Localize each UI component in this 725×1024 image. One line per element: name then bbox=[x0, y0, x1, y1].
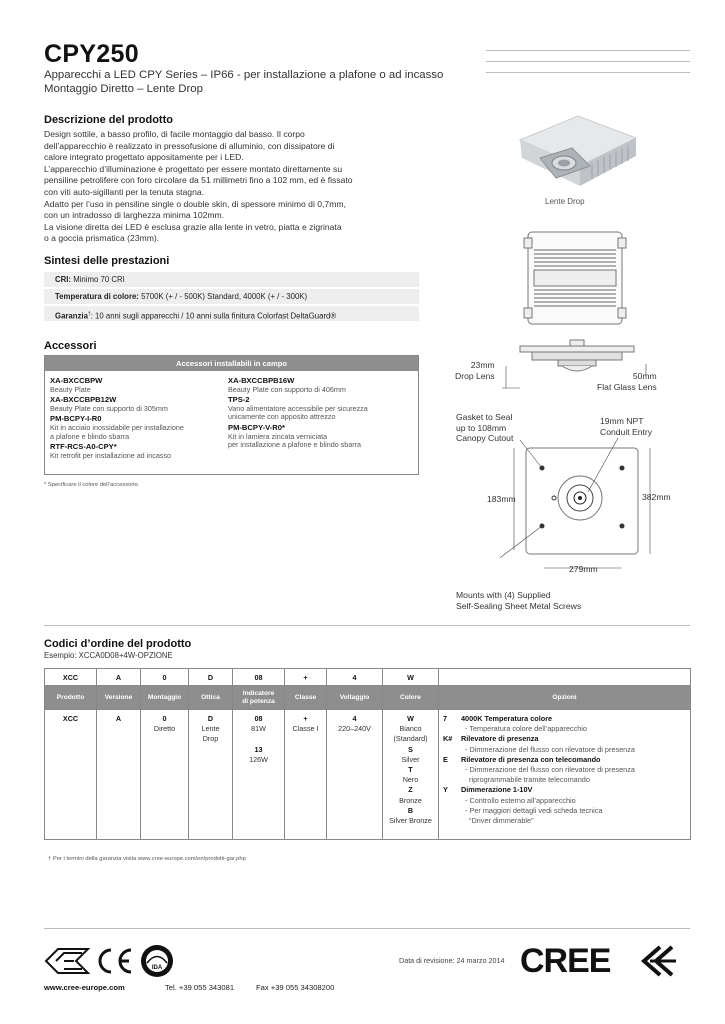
accessory-item: PM-BCPY-V-R0* Kit in lamiera zincata verniciata per installazione a plafone e blindo sbarra bbox=[228, 422, 362, 450]
perf-row-cri: CRI: Minimo 70 CRI bbox=[44, 272, 419, 288]
accessory-item: XA-BXCCBPW Beauty Plate bbox=[50, 376, 103, 394]
header-rule-lines bbox=[486, 50, 690, 83]
ida-seal-text: IDA bbox=[151, 965, 163, 971]
product-photo bbox=[500, 108, 650, 198]
accessory-item: XA-BXCCBPB16W Beauty Plate con supporto di 406mm bbox=[228, 376, 346, 394]
accessory-item: TPS-2 Vano alimentatore accessibile per sicurezza unicamente con apposito attrezzo bbox=[228, 395, 368, 422]
product-title: CPY250 bbox=[44, 40, 139, 68]
col-montaggio: 0 Diretto bbox=[141, 710, 189, 840]
col-classe: + Classe I bbox=[285, 710, 327, 840]
col-colore: W Bianco (Standard) S Silver T Nero Z Bronze B Silver Bronze bbox=[383, 710, 439, 840]
col-versione: A bbox=[97, 710, 141, 840]
dim-183: 183mm bbox=[487, 494, 516, 504]
accessories-table-header: Accessori installabili in campo bbox=[45, 356, 418, 371]
accessories-left-column bbox=[50, 377, 230, 460]
code-example-row: XCC A 0 D 08 + 4 W bbox=[45, 669, 691, 686]
fax-number: Fax +39 055 34308200 bbox=[256, 983, 335, 992]
dim-conduit: 19mm NPT Conduit Entry bbox=[600, 416, 653, 437]
phone-number: Tel. +39 055 343081 bbox=[165, 983, 235, 992]
cree-chevron-logo-icon bbox=[638, 945, 678, 977]
accessories-note: * Specificare il colore dell’accessorio. bbox=[44, 482, 140, 488]
cree-logo-text: CREE bbox=[520, 942, 611, 980]
order-codes-table bbox=[44, 668, 691, 840]
warranty-footnote: † Per i termini della garanzia visita www.cree-europe.com/en/prodotti-gar.php bbox=[48, 856, 246, 862]
col-opzioni: 7 4000K Temperatura colore - Temperatura colore dell’apparecchio K# Rilevatore di presenza - Dimmerazione del flusso con rilevatore di presenza E Rilevatore di presenza con telecomando - Dimmerazione del flusso con rilevatore di presenza riprogrammabile tramite telecomando Y Dimmerazione 1-10V - Controllo esterno all’apparecchio - Per maggiori dettagli vedi scheda tecnica “Driver dimmerable” bbox=[439, 710, 691, 840]
accessory-item: PM-BCPY-I-R0 Kit in acciaio inossidabile per installazione a plafone e blindo sbarra bbox=[50, 414, 184, 441]
perf-row-warranty: Garanzia†: 10 anni sugli apparecchi / 10 anni sulla finitura Colorfast DeltaGuard® bbox=[44, 306, 419, 322]
col-potenza: 08 81W 13 126W bbox=[233, 710, 285, 840]
dim-flat-lens: 50mm Flat Glass Lens bbox=[597, 371, 657, 392]
dim-382: 382mm bbox=[642, 492, 671, 502]
eac-mark-icon bbox=[44, 946, 90, 976]
description-text: Design sottile, a basso profilo, di facile montaggio dal basso. Il corpo dell’apparecchio è realizzato in pressofusione di alluminio, con dissipatore di calore integrato progettato appositamente per i LED. L’apparecchio d’illuminazione è progettato per essere montato direttamente su pensiline petrolifere con foro circolare da 51 millimetri fino a 102 mm, ed è fissato con viti auto-sigillanti per la tenuta stagna. Adatto per l’uso in pensiline single o double skin, di spessore minimo di 0,7mm, con un intradosso di larghezza minima 102mm. La visione diretta dei LED è esclusa grazie alla lente in vetro, piatta e zigrinata o a goccia prismatica (23mm). bbox=[44, 129, 353, 244]
perf-row-cct: Temperatura di colore: 5700K (+ / - 500K) Standard, 4000K (+ / - 300K) bbox=[44, 289, 419, 305]
code-values-row bbox=[45, 710, 691, 840]
accessory-item: XA-BXCCBPB12W Beauty Plate con supporto di 305mm bbox=[50, 395, 168, 413]
col-voltaggio: 4 220–240V bbox=[327, 710, 383, 840]
dim-mounts: Mounts with (4) Supplied Self-Sealing Sheet Metal Screws bbox=[456, 590, 582, 611]
order-codes-heading: Codici d’ordine del prodotto bbox=[44, 638, 192, 650]
col-ottica: D Lente Drop bbox=[189, 710, 233, 840]
section-divider bbox=[44, 625, 690, 626]
ce-mark-icon bbox=[96, 946, 134, 976]
dim-drop-lens: 23mm Drop Lens bbox=[455, 360, 495, 381]
website-link[interactable]: www.cree-europe.com bbox=[44, 983, 125, 992]
accessories-table bbox=[44, 355, 419, 475]
top-view-drawing bbox=[520, 228, 630, 328]
description-heading: Descrizione del prodotto bbox=[44, 114, 173, 126]
order-codes-example: Esempio: XCCA0D08+4W-OPZIONE bbox=[44, 651, 173, 660]
subtitle-line-2: Montaggio Diretto – Lente Drop bbox=[44, 82, 203, 95]
subtitle-line-1: Apparecchi a LED CPY Series – IP66 - per installazione a plafone o ad incasso bbox=[44, 69, 444, 81]
photo-caption: Lente Drop bbox=[545, 197, 585, 206]
col-prodotto: XCC bbox=[45, 710, 97, 840]
code-header-row: Prodotto Versione Montaggio Ottica Indicatore di potenza Classe Voltaggio Colore Opzioni bbox=[45, 686, 691, 710]
dim-gasket: Gasket to Seal up to 108mm Canopy Cutout bbox=[456, 412, 514, 443]
footer-divider bbox=[44, 928, 690, 929]
accessory-item: RTF-RCS-A0-CPY* Kit retrofit per installazione ad incasso bbox=[50, 442, 172, 460]
ida-seal-icon bbox=[140, 944, 174, 978]
accessories-right-column bbox=[228, 377, 413, 450]
dim-279: 279mm bbox=[569, 564, 598, 574]
performance-heading: Sintesi delle prestazioni bbox=[44, 255, 170, 267]
accessories-heading: Accessori bbox=[44, 340, 97, 352]
product-subtitle bbox=[44, 69, 444, 96]
revision-date: Data di revisione: 24 marzo 2014 bbox=[399, 956, 505, 965]
side-dim-arrows bbox=[498, 362, 658, 392]
